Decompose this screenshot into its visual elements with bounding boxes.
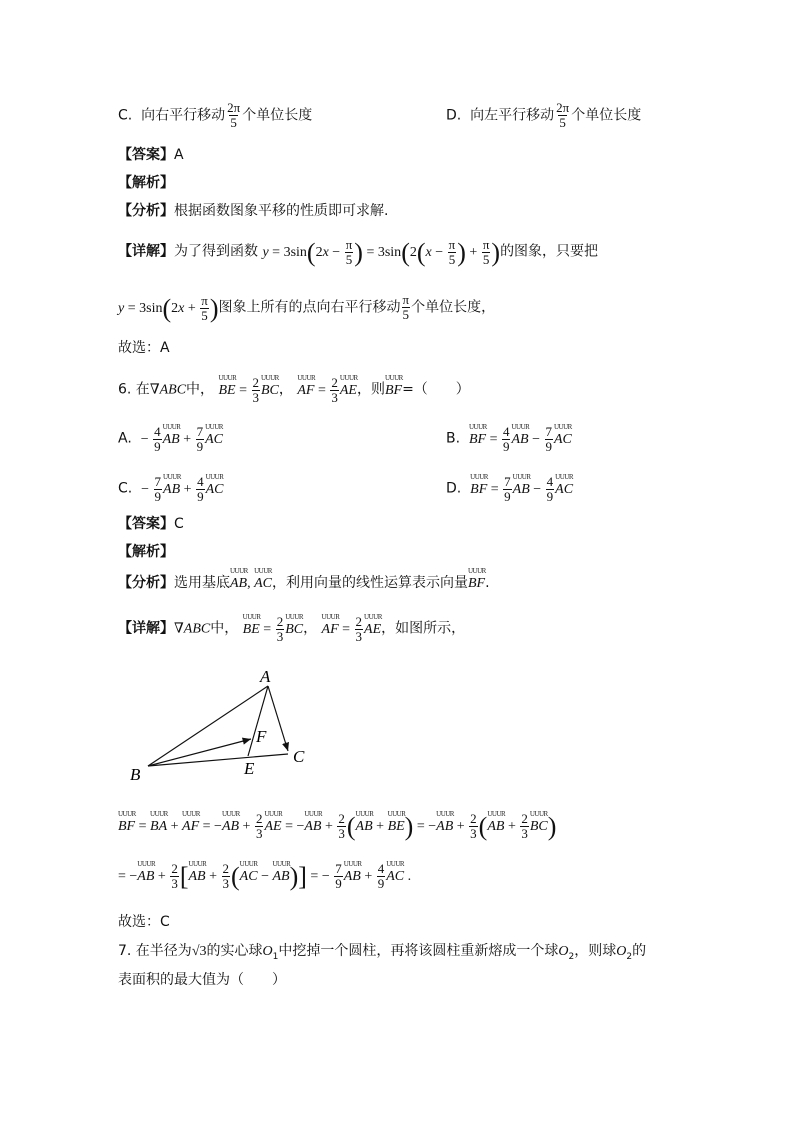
q5-xiangjie-line1: 【详解】为了得到函数 y = 3sin(2x − $\frac{\pi}{5}$ ) = 3sin(2(x − $\frac{\pi}{5}$ ) + $\frac{\pi}{5}$ )的图象，只要把 [118,237,599,267]
q6-xiangjie: 【详解】∇ABC中， UUUR BE = $\frac{2}{3}$ UUUR BC， UUUR AF = $\frac{2}{3}$ UUUR AE，如图所示， [118,615,465,644]
q6-option-c[interactable]: C. − $\frac{7}{9}$ UUUR AB + $\frac{4}{9}$ UUUR AC [118,475,223,504]
q6-option-a[interactable]: A. − $\frac{4}{9}$ UUUR AB + $\frac{7}{9}$ UUUR AC [118,425,223,454]
label-f: F [256,727,267,746]
fraction: $\frac{2\pi}{5}$ [227,100,241,130]
q6-option-d[interactable]: D. UUUR BF = $\frac{7}{9}$ UUUR AB − $\frac{4}{9}$ UUUR AC [446,475,573,504]
vector-ac [268,686,288,751]
q6-guxuan: 故选：C [118,914,170,930]
label-c: C [293,747,305,766]
q6-jiexi: 【解析】 [118,544,174,560]
label-a: A [260,667,271,686]
q5-answer: 【答案】A [118,147,184,163]
q6-derivation-line1: UUUR BF = UUUR BA + UUUR AF = −UUUR AB + $\frac{2}{3}$ UUUR AE = −UUUR AB + $\frac{2}{3}$ (UUUR AB + UUUR BE) = −UUUR AB + $\frac{2}{3}$ (UUUR AB + $\frac{2}{3}$ UUUR BC) [118,812,556,841]
q7-stem-line2: 表面积的最大值为（ ） [118,972,286,988]
q6-stem: 6. 在∇ABC中， UUUR BE = $\frac{2}{3}$ UUUR BC， UUUR AF = $\frac{2}{3}$ UUUR AE，则UUUR BF=（ ） [118,376,470,405]
fraction: $\frac{2\pi}{5}$ [556,100,570,130]
q5-jiexi: 【解析】 [118,175,174,191]
label-b: B [130,765,141,784]
triangle-figure [118,660,338,790]
q7-stem-line1: 7. 在半径为√3的实心球$O_1$中挖掉一个圆柱，再将该圆柱重新熔成一个球$O_2$，则球$O_2$的 [118,943,647,962]
segment-ba [148,686,268,766]
formula: y = 3sin(2x − $\frac{\pi}{5}$ ) = 3sin(2(x − $\frac{\pi}{5}$ ) + $\frac{\pi}{5}$ ) [262,237,501,267]
q5-xiangjie-line2: y = 3sin(2x + $\frac{\pi}{5}$ )图象上所有的点向右平行移动 $\frac{\pi}{5}$ 个单位长度， [118,292,496,323]
q5-option-c[interactable]: C. 向右平行移动 $\frac{2\pi}{5}$ 个单位长度 [118,100,313,130]
q5-fenxi: 【分析】根据函数图象平移的性质即可求解. [118,203,389,219]
q5-guxuan: 故选：A [118,340,170,356]
q5-option-d[interactable]: D. 向左平行移动 $\frac{2\pi}{5}$ 个单位长度 [446,100,642,130]
q6-derivation-line2: = −UUUR AB + $\frac{2}{3}$ [UUUR AB + $\frac{2}{3}$ (UUUR AC − UUUR AB)] = − $\frac{7}{9}$ UUUR AB + $\frac{4}{9}$ UUUR AC . [118,862,411,891]
formula: y = 3sin(2x + $\frac{\pi}{5}$ ) [118,292,219,323]
q6-fenxi: 【分析】选用基底UUUR AB, UUUR AC，利用向量的线性运算表示向量UUUR BF. [118,576,490,591]
q6-answer: 【答案】C [118,516,184,532]
q6-option-b[interactable]: B. UUUR BF = $\frac{4}{9}$ UUUR AB − $\frac{7}{9}$ UUUR AC [446,425,572,454]
label-e: E [244,759,255,778]
